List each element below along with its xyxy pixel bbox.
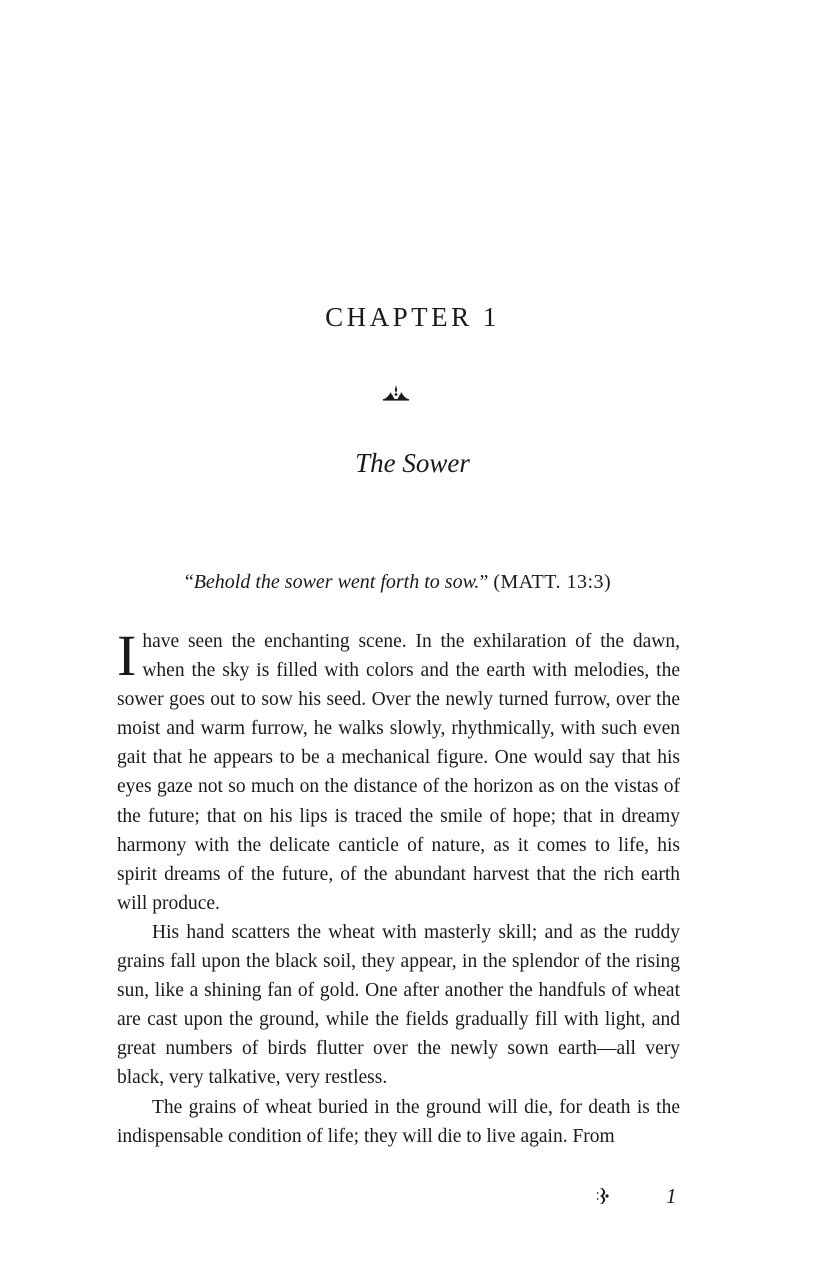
epigraph — [0, 571, 796, 594]
fleuron-icon — [594, 1186, 614, 1206]
paragraph-1-text: have seen the enchanting scene. In the exhilaration of the dawn, when the sky is filled with colors and the earth with melodies, the sower goes out to sow his seed. Over the newly turned furrow, over the moist and warm furrow, he walks slowly, rhythmically, with such even gait that he appears to be a mechanical figure. One would say that his eyes gaze not so much on the distance of the horizon as on the vistas of the future; that on his lips is traced the smile of hope; that in dreamy harmony with the delicate canticle of nature, as it comes to life, his spirit dreams of the future, of the abundant harvest that the rich earth will produce. — [117, 631, 680, 914]
epigraph-quote: Behold the sower went forth to sow. — [193, 571, 480, 593]
chapter-heading: CHAPTER 1 — [325, 302, 500, 332]
epigraph-close-quote: ” — [479, 571, 489, 593]
epigraph-open-quote: “ — [184, 571, 194, 593]
paragraph-2: His hand scatters the wheat with masterly skill; and as the ruddy grains fall upon the black soil, they appear, in the splendor of the rising sun, like a shining fan of gold. One after another the handfuls of wheat are cast upon the ground, while the fields gradually fill with light, and great numbers of birds flutter over the newly sown earth—all very black, very talkative, very restless. — [117, 921, 680, 1089]
drop-cap: I — [117, 623, 137, 688]
crown-ornament-icon — [382, 384, 410, 402]
paragraph-3: The grains of wheat buried in the ground will die, for death is the indispensable condition of life; they will die to live again. From — [117, 1096, 680, 1147]
epigraph-citation: (MATT. 13:3) — [493, 571, 612, 593]
page-number: 1 — [666, 1184, 677, 1208]
chapter-title: The Sower — [355, 448, 470, 478]
chapter-body — [117, 623, 680, 1151]
paragraph-1 — [117, 623, 680, 918]
